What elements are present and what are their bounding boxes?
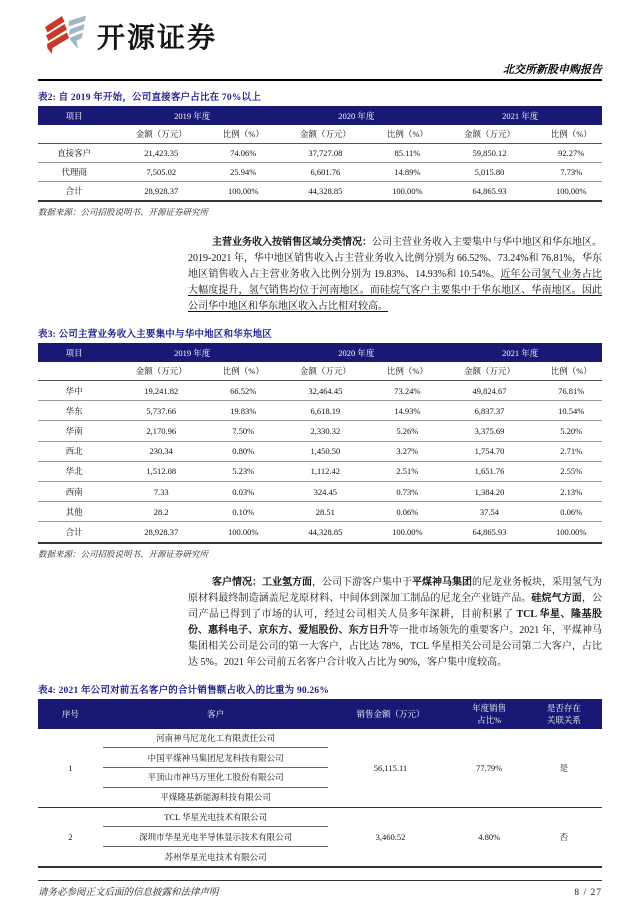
header-divider [38,79,602,81]
customer-group [38,729,602,808]
table-cell: 19,241.82 [110,381,212,401]
table-cell: 2.71% [540,441,602,461]
table-cell: 合计 [65,186,83,196]
table-cell: 6,618.19 [274,401,376,421]
table-cell: 1,651.76 [438,461,540,481]
table-cell: 74.06% [212,144,274,163]
cell-ratio: 4.80% [478,831,501,842]
col-subheader-amount: 金额（万元） [274,125,376,144]
table-cell: 28.2 [110,502,212,522]
table-cell: 7.50% [212,421,274,441]
cell-customer: 中国平煤神马集团尼龙科技有限公司 [103,748,329,768]
table-row [38,381,602,401]
paragraph-text: 的尼龙业务板块，采用氢气为原材料最终制造涵盖尼龙原材料、中间体到深加工制品的尼龙全产业链产品。 [188,576,602,604]
col-header-year: 2020 年度 [274,106,438,125]
col-subheader-amount: 金额（万元） [110,362,212,381]
table-cell: 2,170.96 [110,421,212,441]
table-cell: 100.00% [556,186,587,196]
table2 [38,106,602,202]
table-cell: 37.54 [438,502,540,522]
table-cell: 6,837.37 [438,401,540,421]
kaiyuan-logo-icon [38,12,88,61]
table2-title: 表2: 自 2019 年开始，公司直接客户占比在 70%以上 [38,93,261,103]
table-cell: 5.26% [376,421,438,441]
table-cell: 19.83% [212,401,274,421]
table-cell: 5,737.66 [110,401,212,421]
footer-page-number: 8 / 27 [574,887,602,898]
table-cell: 6,601.76 [274,163,376,182]
table-cell: 华北 [38,461,110,481]
table-cell: 华中 [38,381,110,401]
cell-ratio: 77.79% [476,762,503,773]
table-cell: 28.51 [274,502,376,522]
col-subheader-amount: 金额（万元） [274,362,376,381]
table-cell: 3,375.69 [438,421,540,441]
col-header-year: 2021 年度 [438,343,602,362]
cell-index: 2 [68,831,73,842]
table-row [38,807,602,827]
table-cell: 华南 [38,421,110,441]
table-cell: 32,464.45 [274,381,376,401]
paragraph-bold-text: 平煤神马集团 [412,576,472,588]
col-header-customer: 客户 [103,699,329,729]
table-cell: 25.94% [212,163,274,182]
table3-title: 表3: 公司主营业务收入主要集中与华中地区和华东地区 [38,330,272,340]
col-header-year: 2019 年度 [110,343,274,362]
table-cell: 324.45 [274,481,376,501]
table-cell: 44,328.85 [308,186,343,196]
col-header-related [526,699,602,729]
table-cell: 0.10% [212,502,274,522]
table-subheader-row [38,125,602,144]
table-cell: 73.24% [376,381,438,401]
cell-customer: TCL 华星光电技术有限公司 [103,807,329,827]
table-cell: 100.00% [392,526,423,537]
table-cell: 37,727.08 [274,144,376,163]
table-cell: 7,505.02 [110,163,212,182]
table-cell: 5,015.80 [438,163,540,182]
col-subheader-ratio: 比例（%） [212,125,274,144]
table-header-row [38,106,602,125]
table-cell: 100.00% [228,526,259,537]
table-cell: 85.11% [376,144,438,163]
footer-disclaimer: 请务必参阅正文后面的信息披露和法律声明 [38,887,219,898]
col-subheader-ratio: 比例（%） [540,362,602,381]
table-cell: 2.55% [540,461,602,481]
table2-source-note: 数据来源：公司招股说明书、开源证券研究所 [38,207,209,217]
table-cell: 7.73% [540,163,602,182]
table-cell: 59,850.12 [438,144,540,163]
col-header-year: 2021 年度 [438,106,602,125]
table-cell: 西北 [38,441,110,461]
paragraph-text: ，公司产品已得到了市场的认可，经过公司相关人员多年深耕，目前积累了 [188,592,603,620]
header-line: 是否存在 [546,702,581,713]
table-row [38,421,602,441]
header-brand-row [38,12,602,60]
table-cell: 其他 [38,502,110,522]
col-subheader-amount: 金额（万元） [110,125,212,144]
paragraph-text: 公司主营业务收入主要集中与华中地区和华东地区。2019-2021 年，华中地区销售收入占主营业务收入比例分别为 66.52%、73.24%和 76.81%，华东地区销售收入占主营业务收入比例分别为 19.83%、14.93%和 10.54%。 [188,237,602,280]
table-cell: 14.89% [376,163,438,182]
paragraph-bold-text: TCL 华星、隆基股份、惠科电子、京东方、爱旭股份、东方日升 [188,608,603,636]
brand-name: 开源证券 [97,22,218,53]
table-cell: 92.27% [540,144,602,163]
table-cell: 直接客户 [38,144,110,163]
cell-customer: 河南神马尼龙化工有限责任公司 [103,729,329,748]
table-cell: 1,384.20 [438,481,540,501]
table-cell: 64,865.93 [472,526,507,537]
table-row [38,182,602,202]
col-header-ratio [453,699,526,729]
table-cell: 28,928.37 [144,526,179,537]
cell-customer: 苏州华星光电技术有限公司 [164,851,267,862]
table-cell: 5.23% [212,461,274,481]
table-row [38,401,602,421]
col-header-year: 2019 年度 [110,106,274,125]
table-cell: 华东 [38,401,110,421]
table-cell: 1,754.70 [438,441,540,461]
cell-related: 否 [559,831,569,842]
col-header-index: 序号 [38,699,103,729]
table-row [38,461,602,481]
col-subheader-ratio: 比例（%） [376,125,438,144]
table-cell: 1,450.50 [274,441,376,461]
cell-amount: 56,115.11 [373,762,408,773]
col-header-amount: 销售金额（万元） [328,699,452,729]
table-cell: 3.27% [376,441,438,461]
paragraph-text: 等一批市场领先的重要客户。2021 年，平煤神马集团相关公司是公司的第一大客户，占比达 78%，TCL 华星相关公司是公司第二大客户，占比达 5%。2021 年公司前五名客户合计收入占比为 90%，客户集中度较高。 [188,624,603,668]
table-cell: 合计 [65,526,83,537]
table-header-row [38,343,602,362]
header-line: 占比% [477,714,502,725]
col-subheader-ratio: 比例（%） [376,362,438,381]
col-subheader-amount: 金额（万元） [438,125,540,144]
table-cell: 0.06% [540,502,602,522]
table-cell: 66.52% [212,381,274,401]
table-cell: 49,824.67 [438,381,540,401]
paragraph-lead: 主营业务收入按销售区域分类情况： [212,237,372,248]
table-cell: 0.03% [212,481,274,501]
table-cell: 64,865.93 [472,186,507,196]
header-line: 年度销售 [472,702,507,713]
table4 [38,699,602,868]
table-cell: 2.51% [376,461,438,481]
report-type-label: 北交所新股申购报告 [503,64,602,76]
table-cell: 14.93% [376,401,438,421]
table-cell: 5.20% [540,421,602,441]
table-row [38,163,602,182]
table-cell: 7.33 [110,481,212,501]
col-subheader-ratio: 比例（%） [540,125,602,144]
col-header-item: 项目 [38,106,110,125]
table-cell: 1,112.42 [274,461,376,481]
cell-amount: 3,460.52 [375,831,406,842]
table-cell: 代理商 [38,163,110,182]
table3 [38,343,602,544]
table-cell: 2.13% [540,481,602,501]
table-row [38,144,602,163]
table-cell: 230.34 [110,441,212,461]
table-cell: 21,423.35 [110,144,212,163]
header-line: 关联关系 [546,714,581,725]
paragraph-bold-text: 硅烷气方面 [531,592,582,604]
table-cell: 0.06% [376,502,438,522]
table-row [38,729,602,748]
col-subheader-ratio: 比例（%） [212,362,274,381]
page-footer [38,880,602,898]
col-header-item: 项目 [38,343,110,362]
table-row [38,481,602,501]
table3-source-note: 数据来源：公司招股说明书、开源证券研究所 [38,548,209,559]
table-cell: 28,928.37 [144,186,179,196]
table-cell: 2,330.32 [274,421,376,441]
table-cell: 44,328.85 [308,526,343,537]
table4-title: 表4: 2021 年公司对前五名客户的合计销售额占收入的比重为 90.26% [38,685,330,696]
table-subheader-row [38,362,602,381]
cell-customer: 平煤隆基新能源科技有限公司 [160,792,271,803]
cell-customer: 深圳市华星光电半导体显示技术有限公司 [103,827,329,847]
table-cell: 100.00% [392,186,423,196]
table-row [38,522,602,543]
cell-related: 是 [559,762,569,773]
paragraph-lead: 客户情况：工业氢方面 [212,576,312,588]
cell-customer: 平顶山市神马万里化工股份有限公司 [103,768,329,788]
table-cell: 10.54% [540,401,602,421]
table-row [38,441,602,461]
table-cell: 0.73% [376,481,438,501]
paragraph-region-sales [188,235,602,315]
table-row [38,502,602,522]
table-cell: 1,512.08 [110,461,212,481]
col-subheader-amount: 金额（万元） [438,362,540,381]
table-cell: 0.80% [212,441,274,461]
table-cell: 100.00% [556,526,587,537]
table-cell: 西南 [38,481,110,501]
paragraph-underlined-text: 近年公司氢气业务占比大幅度提升，氢气销售均位于河南地区。而硅烷气客户主要集中于华东地区、华南地区。因此公司华中地区和华东地区收入占比相对较高。 [188,269,602,312]
table-cell: 100.00% [228,186,259,196]
table-cell [38,362,110,381]
paragraph-customers [188,575,602,671]
table-header-row [38,699,602,729]
customer-group [38,807,602,867]
cell-index: 1 [68,762,73,773]
paragraph-text: ，公司下游客户集中于 [312,576,412,588]
col-header-year: 2020 年度 [274,343,438,362]
table-cell: 76.81% [540,381,602,401]
table-cell [38,125,110,144]
